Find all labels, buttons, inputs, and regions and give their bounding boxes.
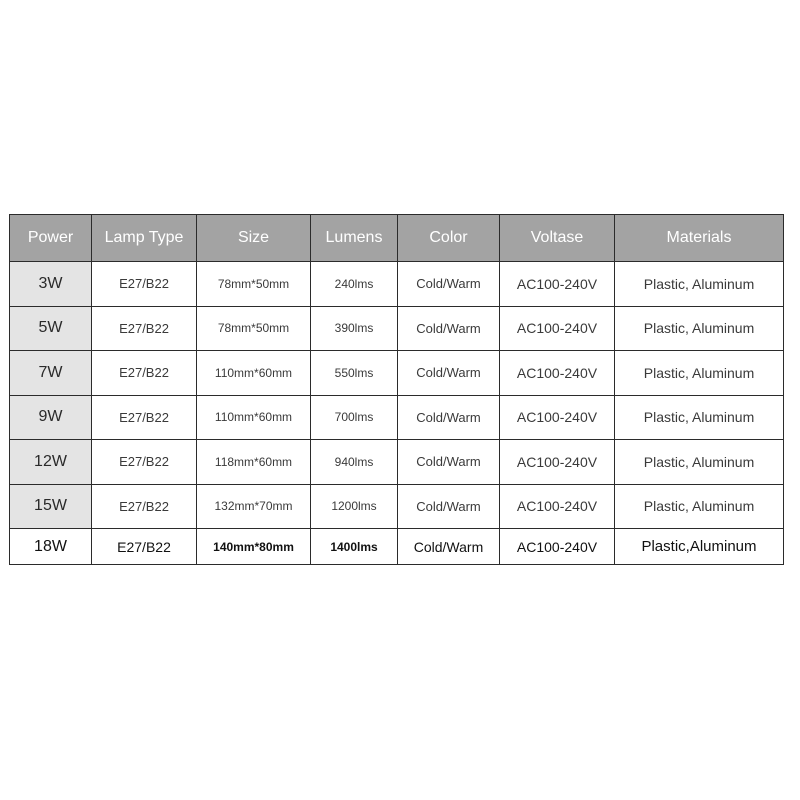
cell-materials: Plastic, Aluminum [615,306,784,351]
header-size: Size [197,215,311,262]
cell-voltage: AC100-240V [500,351,615,396]
cell-power: 15W [10,484,92,529]
table-body [10,262,784,565]
table-row [10,484,784,529]
cell-lumens: 1400lms [311,529,398,565]
cell-power: 9W [10,395,92,440]
cell-color: Cold/Warm [398,440,500,485]
header-materials: Materials [615,215,784,262]
cell-materials: Plastic, Aluminum [615,484,784,529]
table-row [10,306,784,351]
cell-size: 118mm*60mm [197,440,311,485]
cell-materials: Plastic, Aluminum [615,351,784,396]
cell-lumens: 390lms [311,306,398,351]
cell-lumens: 550lms [311,351,398,396]
cell-lamp-type: E27/B22 [92,395,197,440]
cell-voltage: AC100-240V [500,395,615,440]
cell-size: 110mm*60mm [197,395,311,440]
cell-materials: Plastic, Aluminum [615,395,784,440]
cell-size: 78mm*50mm [197,262,311,307]
cell-materials: Plastic, Aluminum [615,440,784,485]
header-power: Power [10,215,92,262]
cell-power: 5W [10,306,92,351]
cell-voltage: AC100-240V [500,440,615,485]
cell-color: Cold/Warm [398,529,500,565]
cell-voltage: AC100-240V [500,484,615,529]
header-color: Color [398,215,500,262]
cell-color: Cold/Warm [398,351,500,396]
cell-size: 110mm*60mm [197,351,311,396]
header-lumens: Lumens [311,215,398,262]
cell-voltage: AC100-240V [500,529,615,565]
cell-lumens: 700lms [311,395,398,440]
cell-lamp-type: E27/B22 [92,262,197,307]
cell-power: 3W [10,262,92,307]
cell-lumens: 240lms [311,262,398,307]
header-lamp-type: Lamp Type [92,215,197,262]
header-row [10,215,784,262]
cell-lumens: 940lms [311,440,398,485]
cell-lamp-type: E27/B22 [92,306,197,351]
cell-lumens: 1200lms [311,484,398,529]
cell-color: Cold/Warm [398,262,500,307]
cell-size: 132mm*70mm [197,484,311,529]
table-row [10,395,784,440]
table-row [10,262,784,307]
cell-lamp-type: E27/B22 [92,440,197,485]
cell-voltage: AC100-240V [500,262,615,307]
cell-color: Cold/Warm [398,395,500,440]
table-header [10,215,784,262]
cell-power: 12W [10,440,92,485]
cell-power: 18W [10,529,92,565]
cell-power: 7W [10,351,92,396]
cell-voltage: AC100-240V [500,306,615,351]
table-row [10,351,784,396]
cell-lamp-type: E27/B22 [92,351,197,396]
cell-size: 78mm*50mm [197,306,311,351]
table-row [10,440,784,485]
cell-materials: Plastic, Aluminum [615,262,784,307]
table-row-highlighted [10,529,784,565]
spec-table [9,214,784,565]
cell-lamp-type: E27/B22 [92,529,197,565]
header-voltage: Voltase [500,215,615,262]
cell-lamp-type: E27/B22 [92,484,197,529]
cell-color: Cold/Warm [398,484,500,529]
cell-materials: Plastic,Aluminum [615,529,784,565]
cell-size: 140mm*80mm [197,529,311,565]
cell-color: Cold/Warm [398,306,500,351]
